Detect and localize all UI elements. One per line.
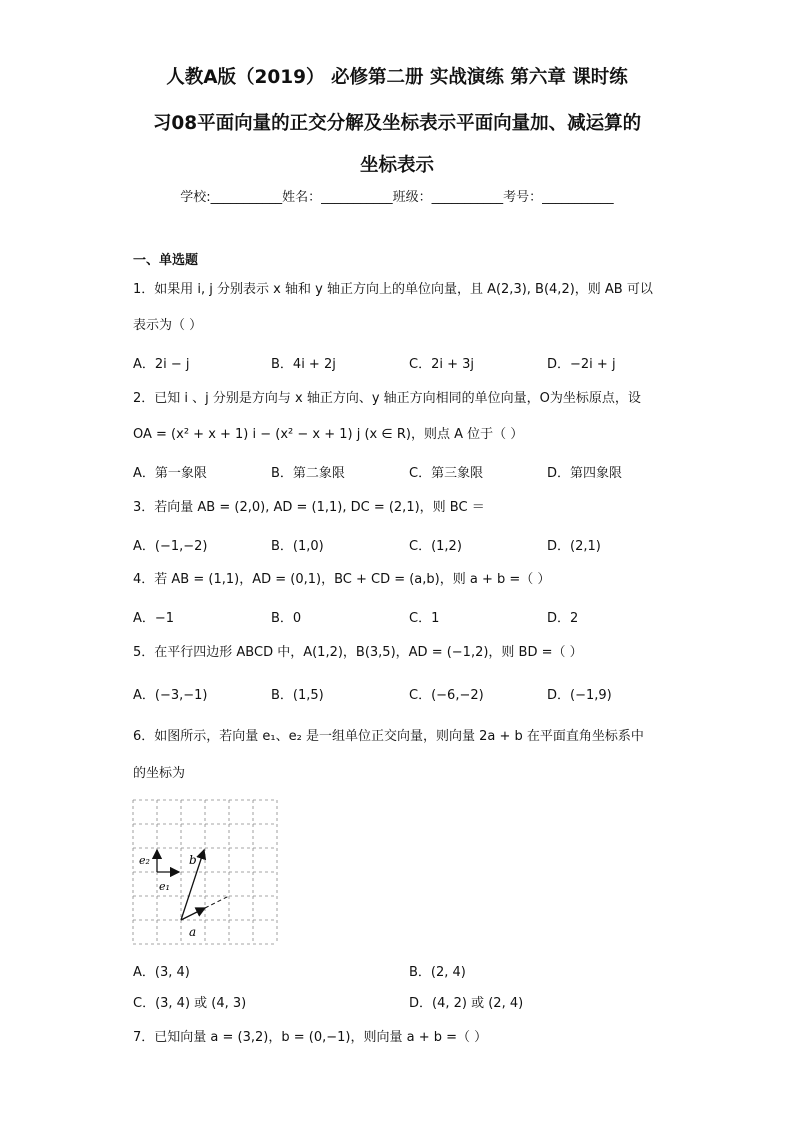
option-b[interactable]: B．第二象限	[271, 466, 345, 481]
vector-grid-figure	[131, 798, 281, 950]
section-heading: 一、单选题	[133, 253, 199, 268]
label-e2: e₂	[139, 854, 150, 867]
option-b[interactable]: B．(1,0)	[271, 539, 324, 554]
a-dashed-extension	[205, 896, 229, 908]
question-7-line-1: 7．已知向量 a = (3,2)，b = (0,−1)，则向量 a + b =（ ）	[133, 1030, 488, 1045]
option-b[interactable]: B．0	[271, 611, 302, 626]
option-d[interactable]: D．第四象限	[547, 466, 623, 481]
question-2-line-1: 2．已知 i 、j 分别是方向与 x 轴正方向、y 轴正方向相同的单位向量，O为坐标原点，设	[133, 391, 641, 406]
label-e1: e₁	[159, 880, 170, 893]
option-c[interactable]: C．2i + 3j	[409, 357, 475, 372]
question-2-line-2: OA = (x² + x + 1) i − (x² − x + 1) j (x ∈ R)，则点 A 位于（ ）	[133, 427, 524, 442]
question-5-line-1: 5．在平行四边形 ABCD 中，A(1,2)，B(3,5)，AD = (−1,2)，则 BD =（ ）	[133, 645, 583, 660]
option-a[interactable]: A．−1	[133, 611, 175, 626]
option-c[interactable]: C．第三象限	[409, 466, 484, 481]
question-6-line-2: 的坐标为	[133, 766, 186, 781]
student-info-line: 学校:___________姓名：___________班级：___________考号：___________	[180, 190, 614, 205]
option-c[interactable]: C．(3, 4) 或 (4, 3)	[133, 996, 247, 1011]
question-2-options	[133, 462, 673, 482]
label-b: b	[189, 853, 197, 867]
question-5-options	[133, 684, 673, 704]
option-c[interactable]: C．1	[409, 611, 440, 626]
question-3-line-1: 3．若向量 AB = (2,0), AD = (1,1), DC = (2,1)，则 BC ＝	[133, 500, 485, 515]
question-1-line-1: 1．如果用 i, j 分别表示 x 轴和 y 轴正方向上的单位向量，且 A(2,3), B(4,2)，则 AB 可以	[133, 282, 653, 297]
option-c[interactable]: C．(1,2)	[409, 539, 462, 554]
option-a[interactable]: A．2i − j	[133, 357, 190, 372]
question-1-options	[133, 353, 673, 373]
question-1-line-2: 表示为（ ）	[133, 318, 203, 333]
question-3-options	[133, 535, 673, 555]
grid-lines	[133, 800, 277, 944]
question-4-options	[133, 607, 673, 627]
label-a: a	[189, 925, 197, 939]
doc-title-line-1: 人教A版（2019） 必修第二册 实战演练 第六章 课时练	[166, 67, 628, 88]
option-a[interactable]: A．(3, 4)	[133, 965, 190, 980]
question-6-line-1: 6．如图所示，若向量 e₁、e₂ 是一组单位正交向量，则向量 2a + b 在平面直角坐标系中	[133, 729, 644, 744]
option-a[interactable]: A．(−1,−2)	[133, 539, 208, 554]
option-a[interactable]: A．(−3,−1)	[133, 688, 208, 703]
option-d[interactable]: D．(2,1)	[547, 539, 601, 554]
option-a[interactable]: A．第一象限	[133, 466, 207, 481]
doc-title-line-2: 习08平面向量的正交分解及坐标表示平面向量加、减运算的	[152, 113, 642, 134]
question-6-options-row-2	[133, 992, 673, 1012]
question-4-line-1: 4．若 AB = (1,1)，AD = (0,1)，BC + CD = (a,b)，则 a + b =（ ）	[133, 572, 551, 587]
option-b[interactable]: B．(2, 4)	[409, 965, 466, 980]
option-d[interactable]: D．2	[547, 611, 579, 626]
option-d[interactable]: D．(4, 2) 或 (2, 4)	[409, 996, 524, 1011]
vector-grid-svg	[131, 798, 281, 946]
option-b[interactable]: B．(1,5)	[271, 688, 324, 703]
option-c[interactable]: C．(−6,−2)	[409, 688, 484, 703]
question-6-options-row-1	[133, 961, 673, 981]
option-d[interactable]: D．−2i + j	[547, 357, 616, 372]
option-b[interactable]: B．4i + 2j	[271, 357, 336, 372]
doc-title-line-3: 坐标表示	[359, 155, 434, 176]
option-d[interactable]: D．(−1,9)	[547, 688, 612, 703]
